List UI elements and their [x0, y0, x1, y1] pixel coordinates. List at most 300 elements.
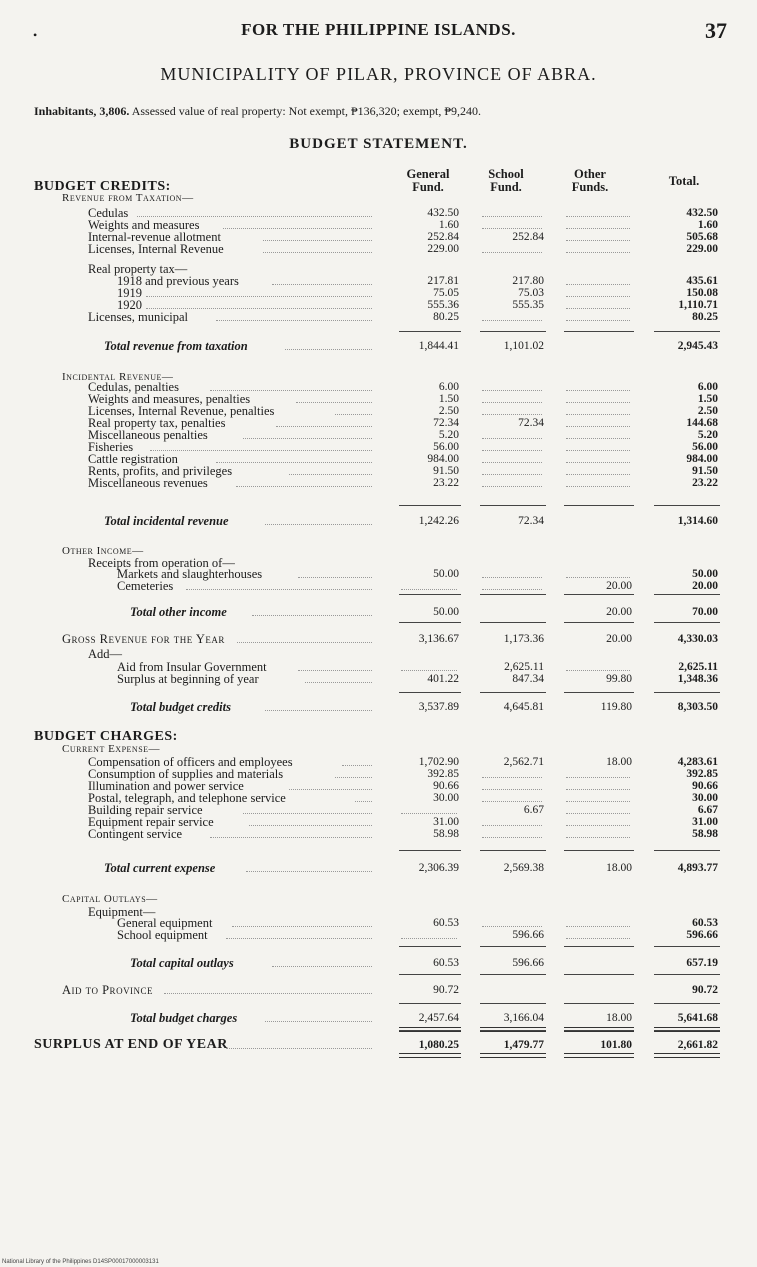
- row-label-text: School equipment: [117, 928, 208, 942]
- cell-general: 1,844.41: [418, 340, 459, 352]
- empty-cell-leader: [566, 425, 630, 427]
- sum-rule: [564, 505, 634, 506]
- row-label-text: Total budget credits: [130, 700, 231, 714]
- cell-total: 2,945.43: [677, 340, 718, 352]
- cell-total: 229.00: [686, 243, 718, 255]
- dot-leader: [210, 389, 372, 391]
- cell-general: 60.53: [433, 957, 459, 969]
- row-label: [104, 515, 229, 527]
- row-label-text: Miscellaneous penalties: [88, 428, 208, 442]
- dot-leader: [298, 576, 372, 578]
- row-label: [62, 984, 153, 996]
- cell-general: 3,537.89: [418, 701, 459, 713]
- row-label-text: 1918 and previous years: [117, 274, 239, 288]
- col-head-general-1: General: [406, 167, 450, 181]
- sum-rule: [654, 692, 720, 693]
- sum-rule: [654, 850, 720, 851]
- row-label-text: Total revenue from taxation: [104, 339, 248, 353]
- sum-rule: [564, 692, 634, 693]
- cell-general: 50.00: [433, 568, 459, 580]
- row-label: [34, 1039, 228, 1051]
- cell-other: 18.00: [606, 756, 632, 768]
- dot-leader: [289, 473, 372, 475]
- cell-school: 4,645.81: [503, 701, 544, 713]
- cell-general: 2.50: [438, 405, 459, 417]
- dot-leader: [164, 992, 372, 994]
- row-label-text: Miscellaneous revenues: [88, 476, 208, 490]
- empty-cell-leader: [566, 283, 630, 285]
- cell-total: 23.22: [692, 477, 718, 489]
- section-capital-outlays: Capital Outlays—: [62, 893, 158, 905]
- cell-general: 90.72: [433, 984, 459, 996]
- cell-total: 150.08: [686, 287, 718, 299]
- empty-cell-leader: [566, 836, 630, 838]
- dot-leader: [265, 709, 372, 711]
- dot-leader: [236, 485, 372, 487]
- running-head: FOR THE PHILIPPINE ISLANDS.: [241, 20, 516, 39]
- cell-total: 50.00: [692, 568, 718, 580]
- sum-rule: [654, 594, 720, 595]
- dot-leader: [246, 870, 372, 872]
- empty-cell-leader: [482, 485, 542, 487]
- sum-rule: [480, 1003, 546, 1004]
- cell-school: 72.34: [518, 417, 544, 429]
- bullet-mark: •: [33, 28, 38, 42]
- cell-total: 4,893.77: [677, 862, 718, 874]
- document-title: MUNICIPALITY OF PILAR, PROVINCE OF ABRA.: [160, 64, 597, 84]
- cell-total: 1.50: [697, 393, 718, 405]
- cell-total: 392.85: [686, 768, 718, 780]
- cell-total: 90.72: [692, 984, 718, 996]
- cell-general: 72.34: [433, 417, 459, 429]
- dot-leader: [305, 681, 372, 683]
- dot-leader: [223, 227, 372, 229]
- sum-rule: [480, 974, 546, 975]
- sum-rule: [480, 850, 546, 851]
- cell-other: 20.00: [606, 580, 632, 592]
- empty-cell-leader: [482, 588, 542, 590]
- cell-total: 20.00: [692, 580, 718, 592]
- empty-cell-leader: [482, 836, 542, 838]
- cell-general: 6.00: [438, 381, 459, 393]
- col-head-school-2: Fund.: [490, 180, 522, 194]
- cell-general: 984.00: [427, 453, 459, 465]
- dot-leader: [252, 614, 372, 616]
- row-label-text: Cedulas: [88, 206, 129, 220]
- row-label-text: Equipment repair service: [88, 815, 214, 829]
- cell-school: 3,166.04: [503, 1012, 544, 1024]
- dot-leader: [216, 319, 372, 321]
- budget-statement-heading: BUDGET STATEMENT.: [289, 136, 468, 152]
- section-real-property-tax: Real property tax—: [88, 262, 188, 276]
- section-other-income: Other Income—: [62, 545, 144, 557]
- cell-total: 144.68: [686, 417, 718, 429]
- empty-cell-leader: [566, 473, 630, 475]
- cell-total: 596.66: [686, 929, 718, 941]
- empty-cell-leader: [482, 449, 542, 451]
- section-receipts-operation: Receipts from operation of—: [88, 556, 235, 570]
- cell-school: 2,625.11: [504, 661, 544, 673]
- empty-cell-leader: [482, 776, 542, 778]
- cell-total: 432.50: [686, 207, 718, 219]
- row-label-text: Total other income: [130, 605, 227, 619]
- row-label: [88, 828, 182, 840]
- sum-rule: [654, 331, 720, 332]
- cell-total: 4,330.03: [677, 633, 718, 645]
- sum-rule: [480, 594, 546, 595]
- cell-general: 229.00: [427, 243, 459, 255]
- row-label-text: Consumption of supplies and materials: [88, 767, 284, 781]
- col-head-other: [560, 168, 620, 194]
- cell-school: 596.66: [512, 957, 544, 969]
- row-label: [88, 243, 224, 255]
- cell-general: 2,306.39: [418, 862, 459, 874]
- sum-rule: [399, 622, 461, 623]
- empty-cell-leader: [482, 401, 542, 403]
- sum-rule: [564, 946, 634, 947]
- cell-school: 217.80: [512, 275, 544, 287]
- section-equipment: Equipment—: [88, 905, 156, 919]
- dot-leader: [150, 449, 372, 451]
- dot-leader: [137, 215, 372, 217]
- empty-cell-leader: [566, 461, 630, 463]
- row-label-text: Weights and measures, penalties: [88, 392, 251, 406]
- row-label: [130, 606, 227, 618]
- row-label-text: Licenses, Internal Revenue: [88, 242, 224, 256]
- sum-rule: [399, 505, 461, 506]
- cell-school: 6.67: [523, 804, 544, 816]
- dot-leader: [232, 925, 372, 927]
- cell-general: 91.50: [433, 465, 459, 477]
- sum-rule: [480, 331, 546, 332]
- cell-general: 23.22: [433, 477, 459, 489]
- empty-cell-leader: [566, 239, 630, 241]
- dot-leader: [237, 641, 372, 643]
- empty-cell-leader: [566, 413, 630, 415]
- cell-other: 18.00: [606, 1012, 632, 1024]
- cell-general: 58.98: [433, 828, 459, 840]
- empty-cell-leader: [566, 576, 630, 578]
- empty-cell-leader: [566, 307, 630, 309]
- sum-rule: [399, 946, 461, 947]
- sum-rule: [654, 622, 720, 623]
- cell-general: 50.00: [433, 606, 459, 618]
- sum-rule: [564, 850, 634, 851]
- cell-total: 657.19: [686, 957, 718, 969]
- empty-cell-leader: [482, 437, 542, 439]
- row-label-text: Compensation of officers and employees: [88, 755, 293, 769]
- cell-total: 2,661.82: [677, 1039, 718, 1051]
- cell-total: 80.25: [692, 311, 718, 323]
- cell-total: 6.67: [697, 804, 718, 816]
- empty-cell-leader: [566, 449, 630, 451]
- double-rule: [654, 1053, 720, 1058]
- col-head-general-2: Fund.: [412, 180, 444, 194]
- dot-leader: [272, 283, 372, 285]
- row-label-text: Surplus at beginning of year: [117, 672, 259, 686]
- sum-rule: [399, 594, 461, 595]
- row-label-text: Licenses, Internal Revenue, penalties: [88, 404, 275, 418]
- double-rule: [480, 1053, 546, 1058]
- cell-other: 20.00: [606, 606, 632, 618]
- sum-rule: [654, 946, 720, 947]
- row-label-text: Cemeteries: [117, 579, 174, 593]
- sum-rule: [399, 331, 461, 332]
- empty-cell-leader: [566, 669, 630, 671]
- empty-cell-leader: [482, 319, 542, 321]
- cell-general: 31.00: [433, 816, 459, 828]
- section-revenue-taxation: Revenue from Taxation—: [62, 192, 194, 204]
- cell-total: 1.60: [697, 219, 718, 231]
- empty-cell-leader: [482, 389, 542, 391]
- dot-leader: [263, 251, 372, 253]
- col-head-other-1: Other: [574, 167, 606, 181]
- cell-general: 252.84: [427, 231, 459, 243]
- cell-general: 2,457.64: [418, 1012, 459, 1024]
- cell-total: 505.68: [686, 231, 718, 243]
- cell-general: 30.00: [433, 792, 459, 804]
- sum-rule: [564, 974, 634, 975]
- cell-school: 1,101.02: [503, 340, 544, 352]
- dot-leader: [285, 348, 372, 350]
- cell-general: 56.00: [433, 441, 459, 453]
- section-current-expense: Current Expense—: [62, 743, 161, 755]
- cell-general: 401.22: [427, 673, 459, 685]
- page-number: 37: [705, 18, 727, 43]
- dot-leader: [272, 965, 372, 967]
- sum-rule: [564, 594, 634, 595]
- sum-rule: [654, 505, 720, 506]
- cell-general: 60.53: [433, 917, 459, 929]
- cell-total: 5.20: [697, 429, 718, 441]
- footer-credit: National Library of the Philippines D14SP00017000003131: [2, 1259, 159, 1265]
- dot-leader: [243, 812, 372, 814]
- empty-cell-leader: [566, 401, 630, 403]
- cell-general: 75.05: [433, 287, 459, 299]
- row-label: [88, 477, 208, 489]
- double-rule: [480, 1027, 546, 1032]
- cell-general: 1.50: [438, 393, 459, 405]
- dot-leader: [335, 413, 372, 415]
- empty-cell-leader: [566, 824, 630, 826]
- row-label-text: Gross Revenue for the Year: [62, 632, 225, 646]
- dot-leader: [276, 425, 372, 427]
- dot-leader: [265, 1020, 372, 1022]
- inhabitants-label: Inhabitants, 3,806.: [34, 104, 130, 118]
- sum-rule: [564, 1003, 634, 1004]
- cell-total: 1,348.36: [677, 673, 718, 685]
- empty-cell-leader: [566, 800, 630, 802]
- row-label-text: General equipment: [117, 916, 213, 930]
- empty-cell-leader: [566, 925, 630, 927]
- dot-leader: [226, 937, 372, 939]
- row-label-text: Licenses, municipal: [88, 310, 188, 324]
- col-head-other-2: Funds.: [571, 180, 609, 194]
- empty-cell-leader: [566, 295, 630, 297]
- sum-rule: [564, 331, 634, 332]
- row-label-text: Cedulas, penalties: [88, 380, 179, 394]
- cell-general: 392.85: [427, 768, 459, 780]
- section-add: Add—: [88, 647, 123, 661]
- empty-cell-leader: [566, 251, 630, 253]
- col-head-school-1: School: [488, 167, 524, 181]
- empty-cell-leader: [566, 937, 630, 939]
- row-label: [117, 580, 173, 592]
- empty-cell-leader: [401, 937, 457, 939]
- row-label-text: Rents, profits, and privileges: [88, 464, 233, 478]
- cell-total: 90.66: [692, 780, 718, 792]
- cell-general: 90.66: [433, 780, 459, 792]
- empty-cell-leader: [401, 812, 457, 814]
- dot-leader: [226, 1047, 372, 1049]
- double-rule: [564, 1027, 634, 1032]
- dot-leader: [210, 836, 372, 838]
- empty-cell-leader: [482, 461, 542, 463]
- cell-total: 1,110.71: [678, 299, 718, 311]
- empty-cell-leader: [482, 215, 542, 217]
- col-head-total: [654, 175, 714, 188]
- cell-total: 4,283.61: [677, 756, 718, 768]
- cell-school: 72.34: [518, 515, 544, 527]
- sum-rule: [399, 1003, 461, 1004]
- empty-cell-leader: [482, 473, 542, 475]
- row-label-text: Postal, telegraph, and telephone service: [88, 791, 286, 805]
- double-rule: [399, 1027, 461, 1032]
- empty-cell-leader: [566, 776, 630, 778]
- dot-leader: [146, 307, 372, 309]
- row-label-text: Aid to Province: [62, 983, 154, 997]
- col-head-total-1: Total.: [668, 174, 700, 188]
- col-head-general: [398, 168, 458, 194]
- dot-leader: [296, 401, 372, 403]
- row-label-text: SURPLUS AT END OF YEAR: [34, 1037, 228, 1052]
- row-label: [117, 673, 259, 685]
- cell-total: 435.61: [686, 275, 718, 287]
- row-label-text: Total budget charges: [130, 1011, 238, 1025]
- empty-cell-leader: [566, 319, 630, 321]
- row-label-text: Total incidental revenue: [104, 514, 229, 528]
- cell-school: 1,173.36: [503, 633, 544, 645]
- row-label: [62, 633, 225, 645]
- cell-school: 1,479.77: [503, 1039, 544, 1051]
- row-label-text: 1920: [117, 298, 142, 312]
- cell-total: 2,625.11: [678, 661, 718, 673]
- sum-rule: [654, 974, 720, 975]
- dot-leader: [335, 776, 372, 778]
- cell-total: 30.00: [692, 792, 718, 804]
- empty-cell-leader: [482, 251, 542, 253]
- inhabitants-line: [34, 104, 481, 119]
- empty-cell-leader: [566, 485, 630, 487]
- row-label: [130, 1012, 237, 1024]
- empty-cell-leader: [566, 215, 630, 217]
- cell-total: 91.50: [692, 465, 718, 477]
- dot-leader: [342, 764, 372, 766]
- sum-rule: [480, 946, 546, 947]
- cell-other: 99.80: [606, 673, 632, 685]
- empty-cell-leader: [482, 800, 542, 802]
- sum-rule: [480, 692, 546, 693]
- row-label-text: 1919: [117, 286, 142, 300]
- row-label-text: Contingent service: [88, 827, 183, 841]
- row-label: [130, 957, 234, 969]
- page-header: [0, 18, 757, 50]
- cell-general: 80.25: [433, 311, 459, 323]
- cell-total: 70.00: [692, 606, 718, 618]
- empty-cell-leader: [482, 788, 542, 790]
- dot-leader: [265, 523, 372, 525]
- cell-total: 31.00: [692, 816, 718, 828]
- double-rule: [654, 1027, 720, 1032]
- sum-rule: [399, 974, 461, 975]
- cell-general: 217.81: [427, 275, 459, 287]
- cell-total: 984.00: [686, 453, 718, 465]
- cell-school: 2,562.71: [503, 756, 544, 768]
- empty-cell-leader: [566, 812, 630, 814]
- cell-general: 1,242.26: [418, 515, 459, 527]
- cell-total: 56.00: [692, 441, 718, 453]
- row-label-text: Illumination and power service: [88, 779, 244, 793]
- dot-leader: [186, 588, 372, 590]
- cell-general: 555.36: [427, 299, 459, 311]
- cell-school: 252.84: [512, 231, 544, 243]
- row-label-text: Aid from Insular Government: [117, 660, 267, 674]
- empty-cell-leader: [482, 925, 542, 927]
- row-label-text: Fisheries: [88, 440, 134, 454]
- row-label-text: Cattle registration: [88, 452, 178, 466]
- cell-school: 75.03: [518, 287, 544, 299]
- empty-cell-leader: [482, 413, 542, 415]
- empty-cell-leader: [482, 824, 542, 826]
- cell-total: 8,303.50: [677, 701, 718, 713]
- row-label-text: Real property tax, penalties: [88, 416, 226, 430]
- dot-leader: [289, 788, 372, 790]
- row-label: [104, 862, 215, 874]
- dot-leader: [298, 669, 372, 671]
- cell-school: 596.66: [512, 929, 544, 941]
- empty-cell-leader: [482, 576, 542, 578]
- cell-school: 847.34: [512, 673, 544, 685]
- row-label: [117, 929, 208, 941]
- row-label: [104, 340, 248, 352]
- double-rule: [564, 1053, 634, 1058]
- cell-total: 6.00: [697, 381, 718, 393]
- empty-cell-leader: [566, 437, 630, 439]
- row-label: [130, 701, 231, 713]
- dot-leader: [243, 437, 372, 439]
- cell-other: 18.00: [606, 862, 632, 874]
- dot-leader: [355, 800, 372, 802]
- cell-general: 1,080.25: [418, 1039, 459, 1051]
- cell-total: 5,641.68: [677, 1012, 718, 1024]
- empty-cell-leader: [401, 669, 457, 671]
- section-budget-charges: BUDGET CHARGES:: [34, 729, 178, 744]
- sum-rule: [480, 505, 546, 506]
- cell-other: 20.00: [606, 633, 632, 645]
- empty-cell-leader: [566, 389, 630, 391]
- row-label-text: Markets and slaughterhouses: [117, 567, 263, 581]
- row-label-text: Weights and measures: [88, 218, 200, 232]
- cell-other: 101.80: [600, 1039, 632, 1051]
- section-budget-credits: BUDGET CREDITS:: [34, 179, 171, 194]
- row-label-text: Total capital outlays: [130, 956, 234, 970]
- empty-cell-leader: [482, 227, 542, 229]
- sum-rule: [654, 1003, 720, 1004]
- sum-rule: [480, 622, 546, 623]
- cell-total: 60.53: [692, 917, 718, 929]
- cell-other: 119.80: [600, 701, 632, 713]
- dot-leader: [216, 461, 372, 463]
